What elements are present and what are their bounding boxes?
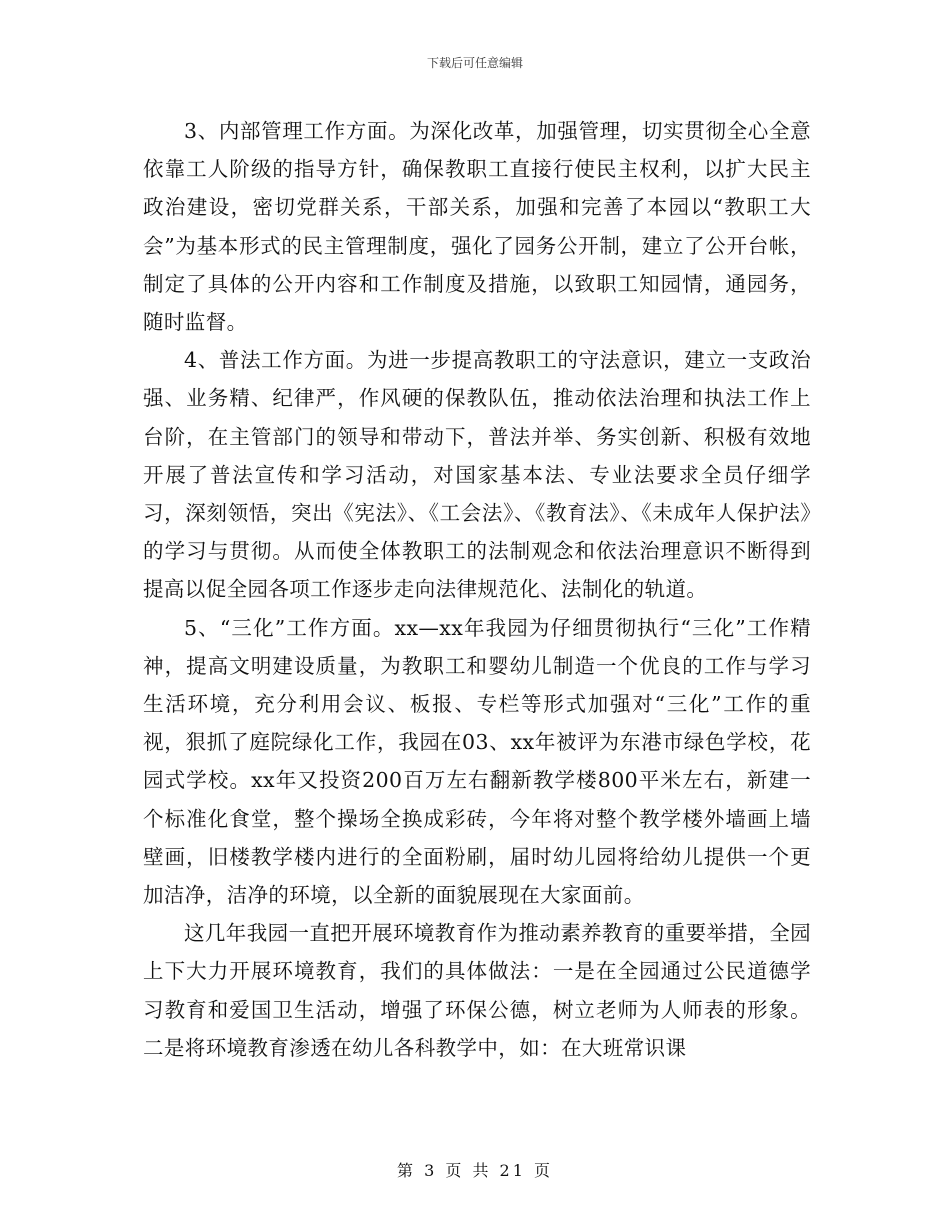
document-body bbox=[143, 112, 811, 1067]
paragraph-three-modernizations: 5、“三化”工作方面。xx—xx年我园为仔细贯彻执行“三化”工作精神，提高文明建设质量，为教职工和婴幼儿制造一个优良的工作与学习生活环境，充分利用会议、板报、专栏等形式加强对“三化”工作的重视，狠抓了庭院绿化工作，我园在03、xx年被评为东港市绿色学校，花园式学校。xx年又投资200百万左右翻新教学楼800平米左右，新建一个标准化食堂，整个操场全换成彩砖，今年将对整个教学楼外墙画上墙壁画，旧楼教学楼内进行的全面粉刷，届时幼儿园将给幼儿提供一个更加洁净，洁净的环境，以全新的面貌展现在大家面前。 bbox=[143, 615, 811, 908]
paragraph-legal-education: 4、普法工作方面。为进一步提高教职工的守法意识，建立一支政治强、业务精、纪律严，作风硬的保教队伍，推动依法治理和执法工作上台阶，在主管部门的领导和带动下，普法并举、务实创新、积极有效地开展了普法宣传和学习活动，对国家基本法、专业法要求全员仔细学习，深刻领悟，突出《宪法》、《工会法》、《教育法》、《未成年人保护法》的学习与贯彻。从而使全体教职工的法制观念和依法治理意识不断得到提高以促全园各项工作逐步走向法律规范化、法制化的轨道。 bbox=[143, 348, 811, 602]
page-number-footer: 第 3 页 共 21 页 bbox=[397, 1161, 553, 1180]
page-header: 下载后可任意编辑 bbox=[426, 56, 523, 70]
paragraph-environmental-education: 这几年我园一直把开展环境教育作为推动素养教育的重要举措，全园上下大力开展环境教育，我们的具体做法：一是在全园通过公民道德学习教育和爱国卫生活动，增强了环保公德，树立老师为人师表的形象。二是将环境教育渗透在幼儿各科教学中，如：在大班常识课 bbox=[143, 921, 811, 1060]
paragraph-internal-management: 3、内部管理工作方面。为深化改革，加强管理，切实贯彻全心全意依靠工人阶级的指导方针，确保教职工直接行使民主权利，以扩大民主政治建设，密切党群关系，干部关系，加强和完善了本园以“教职工大会”为基本形式的民主管理制度，强化了园务公开制，建立了公开台帐，制定了具体的公开内容和工作制度及措施，以致职工知园情，通园务，随时监督。 bbox=[143, 119, 811, 335]
